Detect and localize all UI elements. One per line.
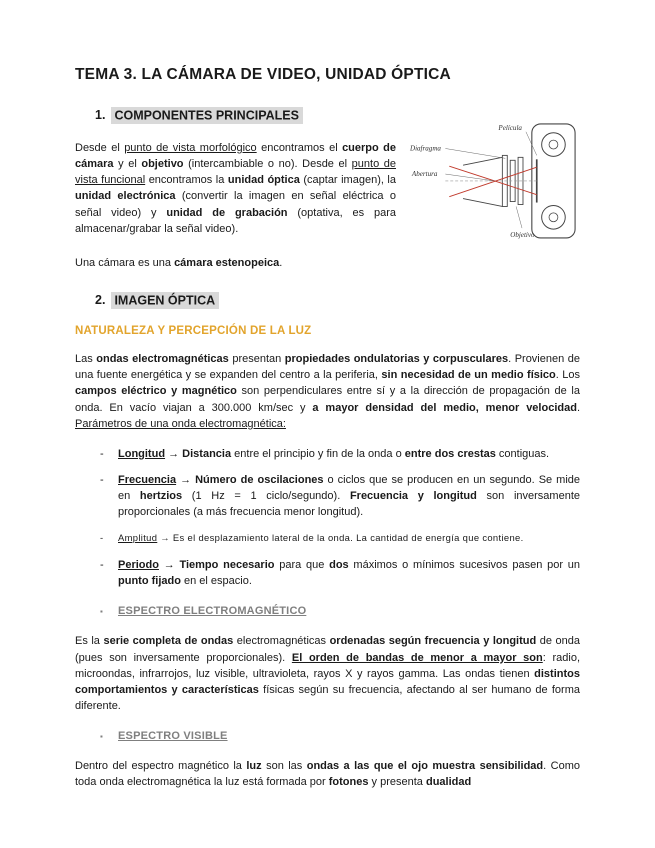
bullet-text: Periodo → Tiempo necesario para que dos máximos o mínimos sucesivos pasen por un punto fijado en el espacio.: [118, 559, 580, 588]
bullet-periodo: [100, 557, 580, 589]
document-title: TEMA 3. LA CÁMARA DE VIDEO, UNIDAD ÓPTICA: [75, 66, 451, 83]
subheading-label: ESPECTRO VISIBLE: [118, 730, 228, 743]
dash-bullet-icon: -: [100, 531, 104, 543]
diagram-label-pelicula: Película: [498, 123, 522, 132]
light-nature-heading: NATURALEZA Y PERCEPCIÓN DE LA LUZ: [75, 325, 312, 338]
dash-bullet-icon: -: [100, 559, 104, 572]
bullet-text: Frecuencia → Número de oscilaciones o ciclos que se producen en un segundo. Se mide en hertzios (1 Hz = 1 ciclo/segundo). Frecuencia y longitud son inversamente proporcionales (a más frecuencia menor longitud).: [118, 474, 580, 519]
subheading-espectro-visible: [100, 730, 580, 742]
visible-spectrum-paragraph: Dentro del espectro magnético la luz son las ondas a las que el ojo muestra sensibilidad. Como toda onda electromagnética la luz está formada por fotones y presenta dualidad: [75, 760, 580, 789]
diagram-label-abertura: Abertura: [411, 170, 438, 179]
intro-block: [75, 123, 580, 239]
bullet-text: Amplitud → Es el desplazamiento lateral de la onda. La cantidad de energía que contiene.: [118, 531, 524, 543]
camera-optics-sketch: [408, 120, 580, 242]
bullet-amplitud: [100, 531, 580, 546]
diagram-label-objetivo: Objetivo: [510, 230, 535, 239]
waves-paragraph: Las ondas electromagnéticas presentan propiedades ondulatorias y corpusculares. Provienen de una fuente energética y se expanden del centro a la periferia, sin necesidad de un medio físico. Los campos eléctrico y magnético son perpendiculares entre sí y a la dirección de propagación de la onda. En vacío viajan a 300.000 km/sec y a mayor densidad del medio, menor velocidad. Parámetros de una onda electromagnética:: [75, 353, 581, 430]
section-label-highlighted: COMPONENTES PRINCIPALES: [111, 107, 303, 124]
subheading-label: ESPECTRO ELECTROMAGNÉTICO: [118, 605, 307, 618]
dash-bullet-icon: -: [100, 447, 104, 460]
section-number: 1.: [95, 108, 106, 122]
camera-optics-diagram: [408, 120, 580, 242]
square-bullet-icon: ▪: [100, 732, 103, 742]
spectrum-paragraph: Es la serie completa de ondas electromagnéticas ordenadas según frecuencia y longitud de onda (pues son inversamente proporcionales). El orden de bandas de menor a mayor son: radio, microondas, infrarrojos, luz visible, ultravioleta, rayos X y rayos gamma. Las ondas tienen distintos comportamientos y características físicas según su frecuencia, afectando al ser humano de forma diferente.: [75, 635, 580, 713]
bullet-longitud: [100, 446, 580, 462]
intro-paragraph: Desde el punto de vista morfológico encontramos el cuerpo de cámara y el objetivo (intercambiable o no). Desde el punto de vista funcional encontramos la unidad óptica (captar imagen), la unidad electrónica (convertir la imagen en señal eléctrica o señal video) y unidad de grabación (optativa, es para almacenar/grabar la señal video).: [75, 142, 396, 235]
square-bullet-icon: ▪: [100, 607, 103, 617]
dash-bullet-icon: -: [100, 474, 104, 487]
bullet-text: Longitud → Distancia entre el principio y fin de la onda o entre dos crestas contiguas.: [118, 447, 550, 460]
diagram-label-diafragma: Diafragma: [409, 144, 441, 153]
camera-type-paragraph: Una cámara es una cámara estenopeica.: [75, 256, 283, 269]
bullet-frecuencia: [100, 472, 580, 520]
subheading-espectro-electromagnetico: [100, 605, 580, 617]
section-number: 2.: [95, 293, 106, 308]
section-label-highlighted: IMAGEN ÓPTICA: [111, 292, 219, 309]
section-heading-2: [95, 293, 580, 307]
